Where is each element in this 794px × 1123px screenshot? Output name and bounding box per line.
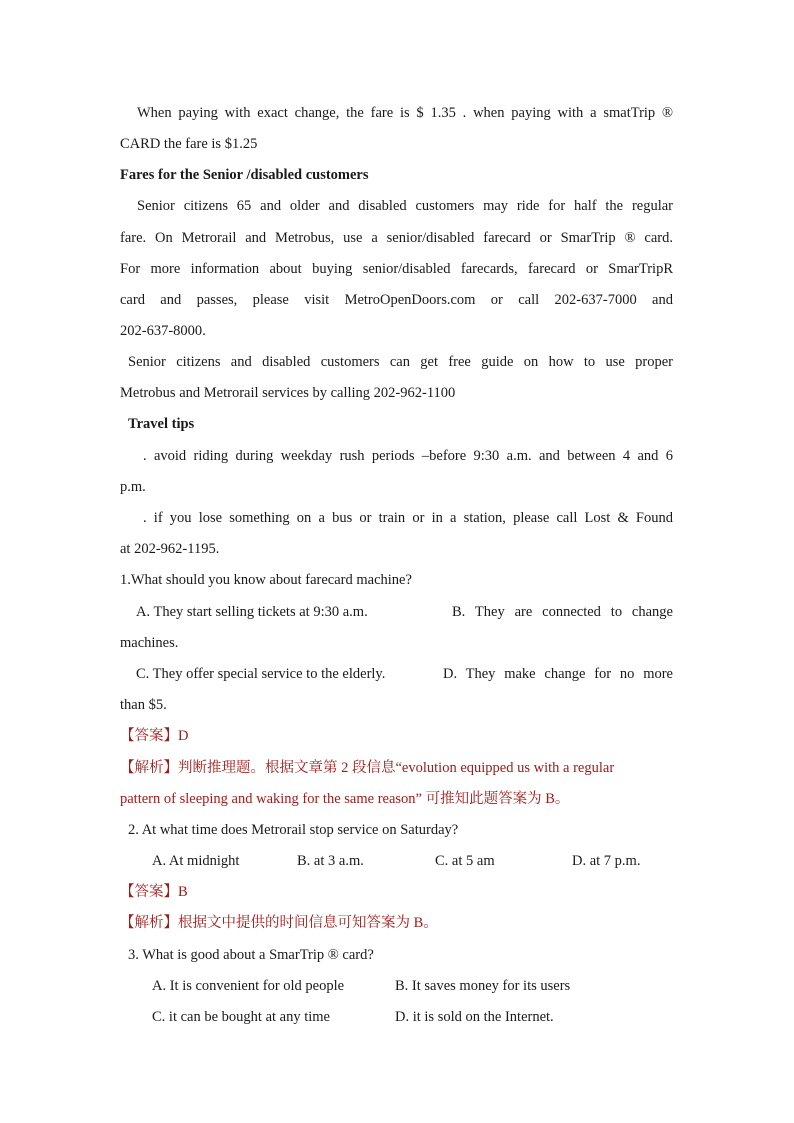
senior-p1-line-4: card and passes, please visit MetroOpenDoors.com or call 202-637-7000 and <box>120 292 673 308</box>
q1-option-c: C. They offer special service to the elderly. <box>136 666 386 682</box>
q1-analysis-label: 【解析】 <box>120 760 178 776</box>
senior-p1-line-1: Senior citizens 65 and older and disabled customers may ride for half the regular <box>137 198 673 214</box>
q1-analysis-line-2: pattern of sleeping and waking for the same reason” 可推知此题答案为 B。 <box>120 791 570 807</box>
q3-option-a: A. It is convenient for old people <box>152 978 345 994</box>
q3-option-d: D. it is sold on the Internet. <box>395 1009 554 1025</box>
q1-analysis-line-1 <box>120 758 673 778</box>
intro-line-2: CARD the fare is $1.25 <box>120 136 258 152</box>
q1-analysis-text-1: 判断推理题。根据文章第 2 段信息“evolution equipped us with a regular <box>178 760 615 776</box>
q1-option-d-line-2: than $5. <box>120 697 167 713</box>
q1-answer <box>120 726 673 746</box>
q3-option-b: B. It saves money for its users <box>395 978 571 994</box>
q1-option-a: A. They start selling tickets at 9:30 a.m. <box>136 604 368 620</box>
q2-analysis-label: 【解析】 <box>120 915 178 931</box>
tip-1-line-2: p.m. <box>120 479 146 495</box>
q1-answer-value: D <box>178 728 189 744</box>
q2-analysis-text: 根据文中提供的时间信息可知答案为 B。 <box>178 915 438 931</box>
q2-answer-label: 【答案】 <box>120 884 178 900</box>
q2-option-b: B. at 3 a.m. <box>297 853 364 869</box>
tip-2-line-2: at 202-962-1195. <box>120 541 220 557</box>
q2-question: 2. At what time does Metrorail stop service on Saturday? <box>128 822 459 838</box>
senior-heading: Fares for the Senior /disabled customers <box>120 167 369 183</box>
q1-option-d-line-1: D. They make change for no more <box>443 666 673 682</box>
tip-1-line-1: . avoid riding during weekday rush periods –before 9:30 a.m. and between 4 and 6 <box>143 448 673 464</box>
q2-answer <box>120 882 673 902</box>
senior-p1-line-3: For more information about buying senior/disabled farecards, farecard or SmarTripR <box>120 261 673 277</box>
q2-option-d: D. at 7 p.m. <box>572 853 641 869</box>
q3-option-c: C. it can be bought at any time <box>152 1009 330 1025</box>
q2-analysis <box>120 913 673 933</box>
q1-option-b-line-1: B. They are connected to change <box>452 604 673 620</box>
senior-p1-line-5: 202-637-8000. <box>120 323 206 339</box>
q2-option-a: A. At midnight <box>152 853 240 869</box>
q2-answer-value: B <box>178 884 188 900</box>
senior-p2-line-1: Senior citizens and disabled customers can get free guide on how to use proper <box>128 354 673 370</box>
q2-option-c: C. at 5 am <box>435 853 495 869</box>
senior-p2-line-2: Metrobus and Metrorail services by calling 202-962-1100 <box>120 385 456 401</box>
senior-p1-line-2: fare. On Metrorail and Metrobus, use a senior/disabled farecard or SmarTrip ® card. <box>120 230 673 246</box>
q3-question: 3. What is good about a SmarTrip ® card? <box>128 947 374 963</box>
q1-option-b-line-2: machines. <box>120 635 179 651</box>
q1-answer-label: 【答案】 <box>120 728 178 744</box>
tips-heading: Travel tips <box>128 416 195 432</box>
tip-2-line-1: . if you lose something on a bus or train or in a station, please call Lost & Found <box>143 510 673 526</box>
q1-question: 1.What should you know about farecard machine? <box>120 572 412 588</box>
intro-line-1: When paying with exact change, the fare is $ 1.35 . when paying with a smatTrip ® <box>137 105 673 121</box>
